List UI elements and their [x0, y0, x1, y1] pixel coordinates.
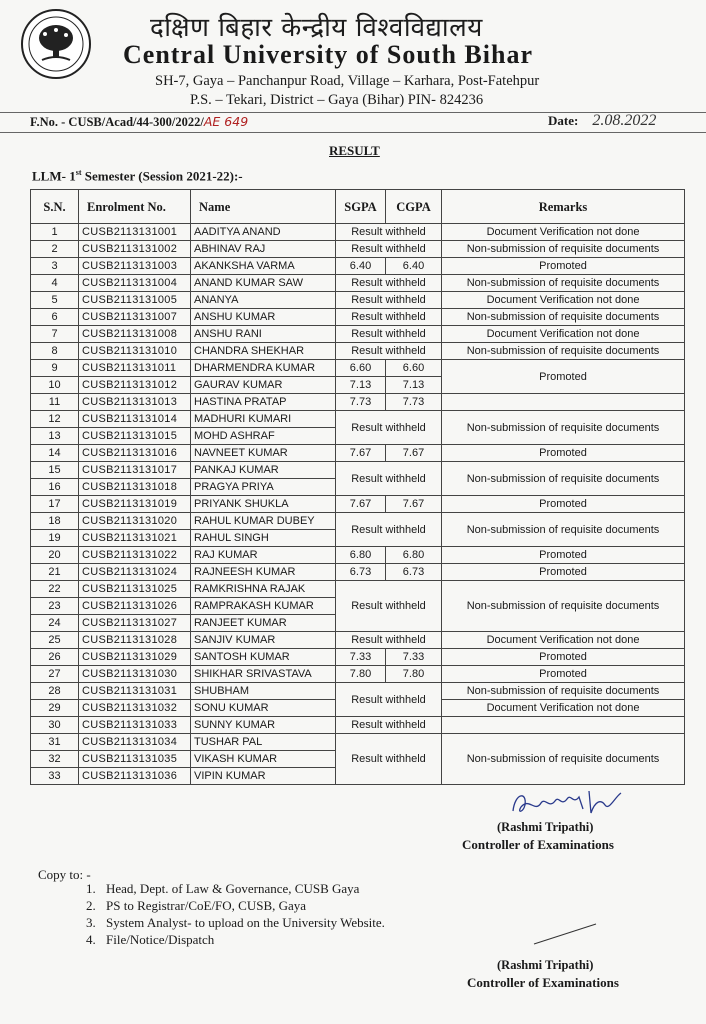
- cell-sgpa: 7.13: [336, 377, 386, 394]
- copy-to-item: [86, 914, 385, 931]
- cell-sn: 19: [31, 530, 79, 547]
- cell-name: RAMKRISHNA RAJAK: [191, 581, 336, 598]
- cell-sn: 23: [31, 598, 79, 615]
- cell-remarks: [442, 394, 685, 411]
- cell-cgpa: 7.33: [386, 649, 442, 666]
- cell-enrolment: CUSB2113131021: [79, 530, 191, 547]
- copy-to-number: 3.: [86, 915, 96, 930]
- cell-enrolment: CUSB2113131018: [79, 479, 191, 496]
- cell-enrolment: CUSB2113131033: [79, 717, 191, 734]
- cell-name: MADHURI KUMARI: [191, 411, 336, 428]
- cell-name: MOHD ASHRAF: [191, 428, 336, 445]
- cell-remarks: Non-submission of requisite documents: [442, 275, 685, 292]
- date-block: Date: 2.08.2022: [548, 112, 657, 129]
- cell-name: HASTINA PRATAP: [191, 394, 336, 411]
- table-row: [31, 360, 685, 377]
- cell-sn: 32: [31, 751, 79, 768]
- cell-enrolment: CUSB2113131017: [79, 462, 191, 479]
- table-row: [31, 445, 685, 462]
- cell-sn: 29: [31, 700, 79, 717]
- table-row: [31, 683, 685, 700]
- cell-cgpa: 7.13: [386, 377, 442, 394]
- cell-name: PRIYANK SHUKLA: [191, 496, 336, 513]
- cell-cgpa: 7.67: [386, 496, 442, 513]
- cell-enrolment: CUSB2113131025: [79, 581, 191, 598]
- copy-to-number: 2.: [86, 898, 96, 913]
- header-sn: S.N.: [31, 190, 79, 224]
- cell-sn: 21: [31, 564, 79, 581]
- table-row: [31, 581, 685, 598]
- cell-remarks: [442, 717, 685, 734]
- cell-remarks: Non-submission of requisite documents: [442, 462, 685, 496]
- cell-sn: 11: [31, 394, 79, 411]
- cell-enrolment: CUSB2113131004: [79, 275, 191, 292]
- signatory-title: Controller of Examinations: [462, 837, 614, 852]
- initials-mark: [530, 918, 600, 948]
- cell-sgpa: 6.60: [336, 360, 386, 377]
- cell-enrolment: CUSB2113131020: [79, 513, 191, 530]
- cell-name: SHUBHAM: [191, 683, 336, 700]
- header-enrolment: Enrolment No.: [79, 190, 191, 224]
- cell-sgpa: 6.80: [336, 547, 386, 564]
- cell-enrolment: CUSB2113131032: [79, 700, 191, 717]
- cell-name: NAVNEET KUMAR: [191, 445, 336, 462]
- cell-name: PANKAJ KUMAR: [191, 462, 336, 479]
- semester-heading: LLM- 1st Semester (Session 2021-22):-: [32, 168, 243, 184]
- copy-to-item: [86, 931, 385, 948]
- header-remarks: Remarks: [442, 190, 685, 224]
- cell-remarks: Non-submission of requisite documents: [442, 343, 685, 360]
- cell-result-withheld: Result withheld: [336, 513, 442, 547]
- table-row: [31, 649, 685, 666]
- cell-name: TUSHAR PAL: [191, 734, 336, 751]
- cell-enrolment: CUSB2113131030: [79, 666, 191, 683]
- copy-to-text: File/Notice/Dispatch: [106, 932, 215, 947]
- cell-remarks: Document Verification not done: [442, 292, 685, 309]
- table-row: [31, 292, 685, 309]
- cell-name: ANAND KUMAR SAW: [191, 275, 336, 292]
- cell-enrolment: CUSB2113131014: [79, 411, 191, 428]
- table-row: [31, 241, 685, 258]
- cell-sn: 8: [31, 343, 79, 360]
- cell-name: ABHINAV RAJ: [191, 241, 336, 258]
- cell-sn: 22: [31, 581, 79, 598]
- cell-result-withheld: Result withheld: [336, 309, 442, 326]
- cell-enrolment: CUSB2113131007: [79, 309, 191, 326]
- cell-name: SHIKHAR SRIVASTAVA: [191, 666, 336, 683]
- cell-result-withheld: Result withheld: [336, 292, 442, 309]
- table-row: [31, 411, 685, 428]
- cell-result-withheld: Result withheld: [336, 241, 442, 258]
- table-row: [31, 734, 685, 751]
- cell-remarks: Promoted: [442, 258, 685, 275]
- cell-name: DHARMENDRA KUMAR: [191, 360, 336, 377]
- cell-remarks: Promoted: [442, 496, 685, 513]
- cell-sgpa: 7.67: [336, 445, 386, 462]
- cell-sn: 6: [31, 309, 79, 326]
- university-name-hindi: दक्षिण बिहार केन्द्रीय विश्वविद्यालय: [150, 13, 483, 43]
- cell-sn: 30: [31, 717, 79, 734]
- cell-sn: 17: [31, 496, 79, 513]
- cell-sn: 15: [31, 462, 79, 479]
- signatory-title-2: Controller of Examinations: [467, 975, 619, 990]
- cell-cgpa: 6.80: [386, 547, 442, 564]
- cell-enrolment: CUSB2113131016: [79, 445, 191, 462]
- cell-sgpa: 7.73: [336, 394, 386, 411]
- cell-remarks: Non-submission of requisite documents: [442, 683, 685, 700]
- cell-sn: 25: [31, 632, 79, 649]
- cell-cgpa: 7.80: [386, 666, 442, 683]
- cell-remarks: Promoted: [442, 547, 685, 564]
- cell-sgpa: 6.40: [336, 258, 386, 275]
- cell-remarks: Non-submission of requisite documents: [442, 411, 685, 445]
- cell-sn: 10: [31, 377, 79, 394]
- cell-cgpa: 7.73: [386, 394, 442, 411]
- cell-result-withheld: Result withheld: [336, 683, 442, 717]
- table-row: [31, 224, 685, 241]
- cell-cgpa: 6.60: [386, 360, 442, 377]
- cell-remarks: Non-submission of requisite documents: [442, 241, 685, 258]
- copy-to-list: [86, 880, 385, 948]
- cell-sn: 13: [31, 428, 79, 445]
- cell-sn: 28: [31, 683, 79, 700]
- cell-remarks: Non-submission of requisite documents: [442, 581, 685, 632]
- cell-remarks: Promoted: [442, 360, 685, 394]
- cell-name: SANJIV KUMAR: [191, 632, 336, 649]
- copy-to-item: [86, 880, 385, 897]
- cell-remarks: Non-submission of requisite documents: [442, 734, 685, 785]
- cell-name: RAJ KUMAR: [191, 547, 336, 564]
- file-number: F.No. - CUSB/Acad/44-300/2022/AE 649: [30, 114, 249, 129]
- cell-sn: 31: [31, 734, 79, 751]
- cell-name: RAHUL SINGH: [191, 530, 336, 547]
- cell-name: AKANKSHA VARMA: [191, 258, 336, 275]
- cell-remarks: Document Verification not done: [442, 326, 685, 343]
- cell-remarks: Document Verification not done: [442, 224, 685, 241]
- header-sgpa: SGPA: [336, 190, 386, 224]
- cell-enrolment: CUSB2113131001: [79, 224, 191, 241]
- cell-sn: 12: [31, 411, 79, 428]
- cell-sn: 1: [31, 224, 79, 241]
- meta-divider: [0, 132, 706, 133]
- cell-enrolment: CUSB2113131024: [79, 564, 191, 581]
- copy-to-number: 1.: [86, 881, 96, 896]
- header-name: Name: [191, 190, 336, 224]
- cell-sn: 4: [31, 275, 79, 292]
- cell-cgpa: 6.40: [386, 258, 442, 275]
- cell-enrolment: CUSB2113131010: [79, 343, 191, 360]
- cell-name: PRAGYA PRIYA: [191, 479, 336, 496]
- table-row: [31, 513, 685, 530]
- cell-result-withheld: Result withheld: [336, 275, 442, 292]
- table-row: [31, 394, 685, 411]
- table-row: [31, 326, 685, 343]
- cell-sn: 14: [31, 445, 79, 462]
- cell-result-withheld: Result withheld: [336, 734, 442, 785]
- cell-name: RAHUL KUMAR DUBEY: [191, 513, 336, 530]
- cell-sgpa: 7.67: [336, 496, 386, 513]
- cell-result-withheld: Result withheld: [336, 462, 442, 496]
- cell-remarks: Non-submission of requisite documents: [442, 309, 685, 326]
- table-row: [31, 632, 685, 649]
- cell-result-withheld: Result withheld: [336, 343, 442, 360]
- cell-result-withheld: Result withheld: [336, 224, 442, 241]
- cell-sn: 24: [31, 615, 79, 632]
- cell-enrolment: CUSB2113131003: [79, 258, 191, 275]
- cell-enrolment: CUSB2113131019: [79, 496, 191, 513]
- cell-sn: 5: [31, 292, 79, 309]
- cell-sn: 16: [31, 479, 79, 496]
- cell-name: VIPIN KUMAR: [191, 768, 336, 785]
- cell-result-withheld: Result withheld: [336, 326, 442, 343]
- table-row: [31, 717, 685, 734]
- cell-sn: 27: [31, 666, 79, 683]
- cell-name: ANSHU KUMAR: [191, 309, 336, 326]
- table-row: [31, 309, 685, 326]
- table-header-row: [31, 190, 685, 224]
- file-number-handwritten: AE 649: [203, 114, 249, 129]
- cell-enrolment: CUSB2113131034: [79, 734, 191, 751]
- table-row: [31, 258, 685, 275]
- cell-enrolment: CUSB2113131013: [79, 394, 191, 411]
- cell-name: SUNNY KUMAR: [191, 717, 336, 734]
- cell-remarks: Promoted: [442, 649, 685, 666]
- copy-to-text: PS to Registrar/CoE/FO, CUSB, Gaya: [106, 898, 307, 913]
- cell-remarks: Non-submission of requisite documents: [442, 513, 685, 547]
- cell-sgpa: 7.33: [336, 649, 386, 666]
- university-seal-logo: [20, 8, 92, 80]
- university-name-english: Central University of South Bihar: [123, 40, 533, 69]
- cell-name: GAURAV KUMAR: [191, 377, 336, 394]
- cell-name: ANSHU RANI: [191, 326, 336, 343]
- cell-remarks: Document Verification not done: [442, 632, 685, 649]
- table-row: [31, 564, 685, 581]
- cell-sn: 20: [31, 547, 79, 564]
- copy-to-item: [86, 897, 385, 914]
- cell-cgpa: 7.67: [386, 445, 442, 462]
- cell-sgpa: 7.80: [336, 666, 386, 683]
- cell-enrolment: CUSB2113131002: [79, 241, 191, 258]
- cell-sn: 9: [31, 360, 79, 377]
- cell-enrolment: CUSB2113131005: [79, 292, 191, 309]
- table-row: [31, 275, 685, 292]
- date-value: 2.08.2022: [592, 112, 657, 129]
- address-line-1: SH-7, Gaya – Panchanpur Road, Village – Karhara, Post-Fatehpur: [155, 73, 540, 89]
- cell-sn: 7: [31, 326, 79, 343]
- copy-to-text: Head, Dept. of Law & Governance, CUSB Gaya: [106, 881, 360, 896]
- cell-sn: 33: [31, 768, 79, 785]
- cell-enrolment: CUSB2113131015: [79, 428, 191, 445]
- cell-result-withheld: Result withheld: [336, 581, 442, 632]
- cell-remarks: Promoted: [442, 666, 685, 683]
- table-row: [31, 666, 685, 683]
- result-table: [30, 189, 685, 785]
- cell-enrolment: CUSB2113131026: [79, 598, 191, 615]
- cell-name: RAJNEESH KUMAR: [191, 564, 336, 581]
- cell-enrolment: CUSB2113131031: [79, 683, 191, 700]
- copy-to-text: System Analyst- to upload on the University Website.: [106, 915, 385, 930]
- cell-remarks: Promoted: [442, 445, 685, 462]
- cell-result-withheld: Result withheld: [336, 632, 442, 649]
- copy-to-label: Copy to: -: [38, 867, 91, 882]
- header-cgpa: CGPA: [386, 190, 442, 224]
- cell-enrolment: CUSB2113131035: [79, 751, 191, 768]
- cell-enrolment: CUSB2113131012: [79, 377, 191, 394]
- table-row: [31, 547, 685, 564]
- cell-name: RAMPRAKASH KUMAR: [191, 598, 336, 615]
- cell-sn: 18: [31, 513, 79, 530]
- cell-enrolment: CUSB2113131022: [79, 547, 191, 564]
- cell-sn: 26: [31, 649, 79, 666]
- copy-to-number: 4.: [86, 932, 96, 947]
- cell-remarks: Document Verification not done: [442, 700, 685, 717]
- table-row: [31, 343, 685, 360]
- cell-cgpa: 6.73: [386, 564, 442, 581]
- table-row: [31, 462, 685, 479]
- cell-name: CHANDRA SHEKHAR: [191, 343, 336, 360]
- cell-enrolment: CUSB2113131029: [79, 649, 191, 666]
- document-title: RESULT: [329, 143, 380, 158]
- cell-name: RANJEET KUMAR: [191, 615, 336, 632]
- cell-name: SANTOSH KUMAR: [191, 649, 336, 666]
- signature-image: [505, 783, 625, 823]
- cell-sn: 3: [31, 258, 79, 275]
- table-row: [31, 496, 685, 513]
- cell-name: SONU KUMAR: [191, 700, 336, 717]
- signatory-name-2: (Rashmi Tripathi): [497, 958, 594, 972]
- cell-sgpa: 6.73: [336, 564, 386, 581]
- cell-result-withheld: Result withheld: [336, 411, 442, 445]
- cell-remarks: Promoted: [442, 564, 685, 581]
- cell-name: VIKASH KUMAR: [191, 751, 336, 768]
- cell-enrolment: CUSB2113131011: [79, 360, 191, 377]
- cell-result-withheld: Result withheld: [336, 717, 442, 734]
- cell-name: ANANYA: [191, 292, 336, 309]
- cell-name: AADITYA ANAND: [191, 224, 336, 241]
- signatory-name: (Rashmi Tripathi): [497, 820, 594, 834]
- cell-enrolment: CUSB2113131028: [79, 632, 191, 649]
- cell-enrolment: CUSB2113131036: [79, 768, 191, 785]
- address-line-2: P.S. – Tekari, District – Gaya (Bihar) PIN- 824236: [190, 92, 484, 108]
- cell-enrolment: CUSB2113131027: [79, 615, 191, 632]
- cell-sn: 2: [31, 241, 79, 258]
- cell-enrolment: CUSB2113131008: [79, 326, 191, 343]
